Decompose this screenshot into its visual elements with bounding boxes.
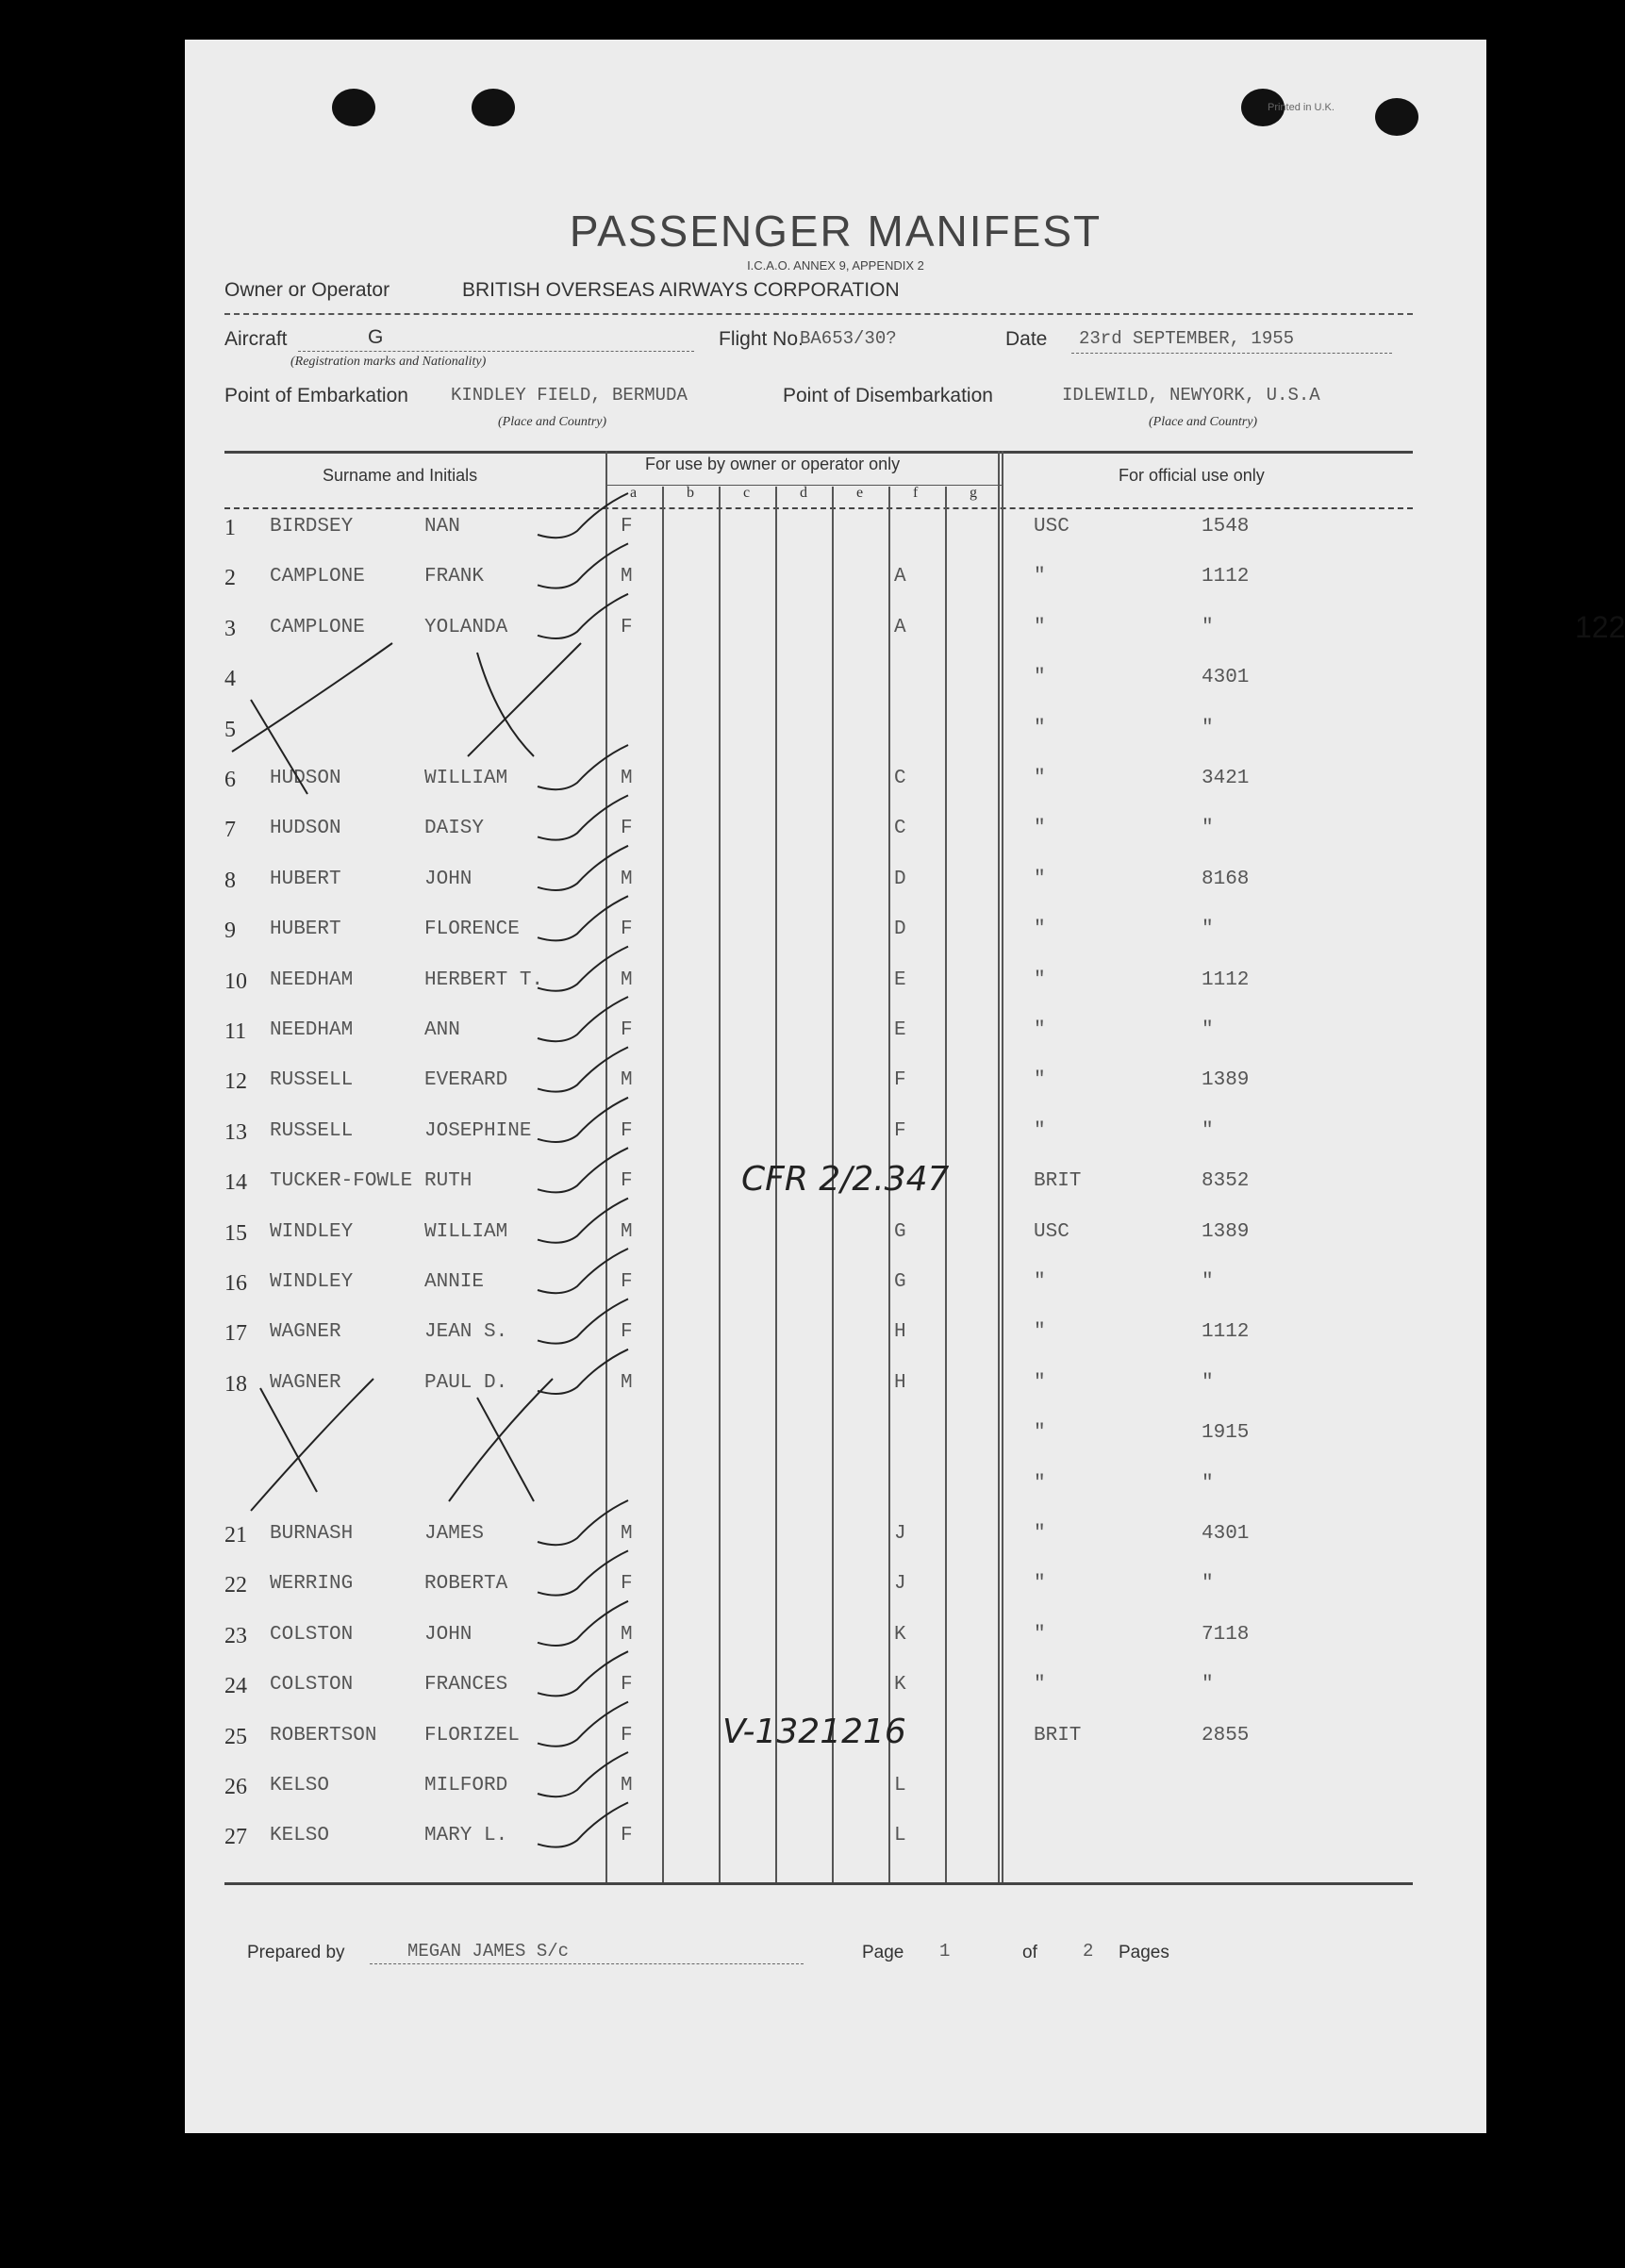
group-cell: J xyxy=(894,1573,906,1596)
given-name-cell: JOSEPHINE xyxy=(424,1119,532,1142)
group-cell: D xyxy=(894,868,906,890)
code-cell: 1915 xyxy=(1202,1422,1250,1445)
row-number: 22 xyxy=(224,1573,247,1598)
table-row xyxy=(185,969,1486,1018)
group-cell: A xyxy=(894,616,906,638)
nationality-cell: " xyxy=(1034,1321,1046,1344)
col-official-header: For official use only xyxy=(1119,466,1265,485)
table-row xyxy=(185,566,1486,615)
row-number: 25 xyxy=(224,1724,247,1749)
surname-cell: WAGNER xyxy=(270,1371,341,1394)
code-cell: 2855 xyxy=(1202,1724,1250,1747)
table-row xyxy=(185,818,1486,867)
disembark-value: IDLEWILD, NEWYORK, U.S.A xyxy=(1062,385,1320,406)
sex-cell: F xyxy=(621,1170,633,1193)
table-row xyxy=(185,1321,1486,1370)
surname-cell: CAMPLONE xyxy=(270,566,365,588)
table-row xyxy=(185,1825,1486,1874)
surname-cell: KELSO xyxy=(270,1775,330,1796)
sex-cell: M xyxy=(621,968,633,991)
row-number: 11 xyxy=(224,1019,247,1044)
given-name-cell: JOHN xyxy=(424,1623,473,1646)
col-owner-header: For use by owner or operator only xyxy=(645,455,901,473)
code-cell: 4301 xyxy=(1202,667,1250,689)
nationality-cell: " xyxy=(1034,868,1046,890)
sex-cell: F xyxy=(621,516,633,538)
surname-cell: NEEDHAM xyxy=(270,1019,354,1041)
code-cell: " xyxy=(1202,717,1214,739)
group-cell: E xyxy=(894,1019,906,1041)
surname-cell: BURNASH xyxy=(270,1523,354,1545)
row-number: 8 xyxy=(224,868,236,893)
group-cell: J xyxy=(894,1523,906,1545)
date-value: 23rd SEPTEMBER, 1955 xyxy=(1079,328,1295,349)
page-stamp-number: 122 xyxy=(1575,610,1625,644)
surname-cell: KELSO xyxy=(270,1825,330,1847)
pages-label: Pages xyxy=(1119,1943,1169,1962)
sex-cell: M xyxy=(621,1220,633,1243)
surname-cell: WAGNER xyxy=(270,1321,341,1344)
row-number: 23 xyxy=(224,1623,247,1648)
group-cell: L xyxy=(894,1775,906,1796)
owner-value: BRITISH OVERSEAS AIRWAYS CORPORATION xyxy=(462,279,900,301)
nationality-cell: " xyxy=(1034,1472,1046,1495)
nationality-cell: " xyxy=(1034,667,1046,689)
embark-note: (Place and Country) xyxy=(498,415,607,429)
row-number: 17 xyxy=(224,1321,247,1347)
code-cell: " xyxy=(1202,1573,1214,1596)
col-f-header: f xyxy=(913,485,919,501)
table-top-rule xyxy=(224,451,1413,454)
code-cell: " xyxy=(1202,1674,1214,1697)
group-cell: E xyxy=(894,968,906,991)
surname-cell: TUCKER-FOWLE xyxy=(270,1170,413,1193)
nationality-cell: " xyxy=(1034,1623,1046,1646)
row-number: 4 xyxy=(224,667,236,692)
table-row xyxy=(185,869,1486,918)
prepared-label: Prepared by xyxy=(247,1943,345,1962)
table-bottom-rule xyxy=(224,1882,1413,1885)
sex-cell: M xyxy=(621,1069,633,1092)
code-cell: 8352 xyxy=(1202,1170,1250,1193)
col-c-header: c xyxy=(743,485,751,501)
surname-cell: ROBERTSON xyxy=(270,1724,377,1747)
punch-hole-icon xyxy=(472,89,515,126)
aircraft-value: G xyxy=(368,326,384,348)
nationality-cell: " xyxy=(1034,1119,1046,1142)
row-number: 26 xyxy=(224,1775,247,1799)
disembark-note: (Place and Country) xyxy=(1149,415,1258,429)
divider xyxy=(224,313,1413,315)
sex-cell: M xyxy=(621,566,633,588)
nationality-cell: USC xyxy=(1034,516,1070,538)
nationality-cell: BRIT xyxy=(1034,1170,1082,1193)
code-cell: 1389 xyxy=(1202,1220,1250,1243)
prepared-line xyxy=(370,1963,804,1964)
row-number: 21 xyxy=(224,1523,247,1548)
col-surname-header: Surname and Initials xyxy=(323,466,478,485)
nationality-cell: " xyxy=(1034,1019,1046,1041)
aircraft-line xyxy=(298,351,694,352)
given-name-cell: NAN xyxy=(424,516,460,538)
nationality-cell: " xyxy=(1034,1523,1046,1545)
table-row xyxy=(185,1775,1486,1824)
surname-cell: RUSSELL xyxy=(270,1119,354,1142)
pages-value: 2 xyxy=(1083,1941,1094,1962)
handwritten-note-25: V-1321216 xyxy=(722,1713,906,1751)
table-row xyxy=(185,1019,1486,1068)
sex-cell: F xyxy=(621,1674,633,1697)
given-name-cell: DAISY xyxy=(424,818,485,840)
table-row xyxy=(185,667,1486,716)
given-name-cell: FLORIZEL xyxy=(424,1724,520,1747)
manifest-sheet xyxy=(185,40,1625,2133)
row-number: 9 xyxy=(224,919,236,944)
disembark-label: Point of Disembarkation xyxy=(783,385,993,406)
sex-cell: F xyxy=(621,1724,633,1747)
code-cell: " xyxy=(1202,818,1214,840)
row-number: 24 xyxy=(224,1674,247,1699)
aircraft-note: (Registration marks and Nationality) xyxy=(290,355,487,369)
table-row xyxy=(185,617,1486,666)
code-cell: " xyxy=(1202,1371,1214,1394)
surname-cell: HUBERT xyxy=(270,868,341,890)
given-name-cell: FRANCES xyxy=(424,1674,508,1697)
nationality-cell: " xyxy=(1034,768,1046,789)
row-number: 7 xyxy=(224,818,236,843)
table-row xyxy=(185,1069,1486,1118)
given-name-cell: JAMES xyxy=(424,1523,485,1545)
given-name-cell: MILFORD xyxy=(424,1775,508,1796)
row-number: 13 xyxy=(224,1119,247,1145)
given-name-cell: ANN xyxy=(424,1019,460,1041)
date-label: Date xyxy=(1005,328,1048,350)
owner-label: Owner or Operator xyxy=(224,279,390,301)
code-cell: 1112 xyxy=(1202,968,1250,991)
given-name-cell: RUTH xyxy=(424,1170,473,1193)
row-number: 10 xyxy=(224,968,247,994)
code-cell: " xyxy=(1202,919,1214,941)
embark-label: Point of Embarkation xyxy=(224,385,408,406)
nationality-cell: " xyxy=(1034,968,1046,991)
col-e-header: e xyxy=(856,485,864,501)
col-a-header: a xyxy=(630,485,638,501)
nationality-cell: " xyxy=(1034,1674,1046,1697)
nationality-cell: " xyxy=(1034,1573,1046,1596)
punch-hole-icon xyxy=(1375,98,1418,136)
sex-cell: M xyxy=(621,768,633,789)
date-line xyxy=(1071,353,1392,354)
nationality-cell: " xyxy=(1034,616,1046,638)
sex-cell: F xyxy=(621,1321,633,1344)
table-row xyxy=(185,1221,1486,1270)
surname-cell: HUBERT xyxy=(270,919,341,941)
code-cell: " xyxy=(1202,1019,1214,1041)
nationality-cell: " xyxy=(1034,566,1046,588)
nationality-cell: " xyxy=(1034,818,1046,840)
punch-hole-icon xyxy=(332,89,375,126)
surname-cell: BIRDSEY xyxy=(270,516,354,538)
group-cell: F xyxy=(894,1069,906,1092)
table-row xyxy=(185,1271,1486,1320)
table-row xyxy=(185,768,1486,817)
group-cell: F xyxy=(894,1119,906,1142)
sex-cell: F xyxy=(621,616,633,638)
row-number: 16 xyxy=(224,1271,247,1296)
flight-value: BA653/30? xyxy=(800,328,897,349)
group-cell: G xyxy=(894,1220,906,1243)
nationality-cell: USC xyxy=(1034,1220,1070,1243)
surname-cell: WERRING xyxy=(270,1573,354,1596)
col-b-header: b xyxy=(687,485,694,501)
table-row xyxy=(185,919,1486,968)
sex-cell: F xyxy=(621,1271,633,1293)
code-cell: " xyxy=(1202,616,1214,638)
code-cell: 7118 xyxy=(1202,1623,1250,1646)
group-cell: G xyxy=(894,1271,906,1293)
table-row xyxy=(185,1422,1486,1471)
aircraft-label: Aircraft xyxy=(224,328,288,350)
given-name-cell: FLORENCE xyxy=(424,919,520,941)
row-number: 5 xyxy=(224,717,236,742)
given-name-cell: MARY L. xyxy=(424,1825,508,1847)
given-name-cell: EVERARD xyxy=(424,1069,508,1092)
surname-cell: WINDLEY xyxy=(270,1220,354,1243)
code-cell: " xyxy=(1202,1119,1214,1142)
page-subtitle: I.C.A.O. ANNEX 9, APPENDIX 2 xyxy=(747,258,924,273)
given-name-cell: WILLIAM xyxy=(424,1220,508,1243)
page-label: Page xyxy=(862,1943,904,1962)
code-cell: 1112 xyxy=(1202,1321,1250,1344)
given-name-cell: HERBERT T. xyxy=(424,968,544,991)
nationality-cell: " xyxy=(1034,919,1046,941)
group-cell: H xyxy=(894,1321,906,1344)
prepared-value: MEGAN JAMES S/c xyxy=(407,1941,570,1962)
sex-cell: F xyxy=(621,818,633,840)
nationality-cell: " xyxy=(1034,1069,1046,1092)
nationality-cell: " xyxy=(1034,1271,1046,1293)
surname-cell: WINDLEY xyxy=(270,1271,354,1293)
surname-cell: NEEDHAM xyxy=(270,968,354,991)
surname-cell: HUDSON xyxy=(270,768,341,789)
surname-cell: COLSTON xyxy=(270,1623,354,1646)
code-cell: 8168 xyxy=(1202,868,1250,890)
nationality-cell: " xyxy=(1034,717,1046,739)
sex-cell: F xyxy=(621,1573,633,1596)
group-cell: C xyxy=(894,768,906,789)
page-title: PASSENGER MANIFEST xyxy=(569,207,1103,256)
group-cell: L xyxy=(894,1825,906,1847)
row-number: 1 xyxy=(224,516,236,540)
code-cell: 3421 xyxy=(1202,768,1250,789)
group-cell: A xyxy=(894,566,906,588)
surname-cell: COLSTON xyxy=(270,1674,354,1697)
table-row xyxy=(185,1624,1486,1673)
given-name-cell: JOHN xyxy=(424,868,473,890)
nationality-cell: " xyxy=(1034,1371,1046,1394)
table-row xyxy=(185,1372,1486,1421)
given-name-cell: FRANK xyxy=(424,566,485,588)
group-cell: H xyxy=(894,1371,906,1394)
row-number: 18 xyxy=(224,1371,247,1397)
sex-cell: F xyxy=(621,1825,633,1847)
sex-cell: M xyxy=(621,1371,633,1394)
table-row xyxy=(185,1473,1486,1522)
col-d-header: d xyxy=(800,485,807,501)
handwritten-note-14: CFR 2/2.347 xyxy=(741,1160,950,1199)
row-number: 3 xyxy=(224,616,236,641)
table-row xyxy=(185,516,1486,565)
code-cell: 1112 xyxy=(1202,566,1250,588)
of-label: of xyxy=(1022,1943,1037,1962)
given-name-cell: WILLIAM xyxy=(424,768,508,789)
group-cell: D xyxy=(894,919,906,941)
row-number: 12 xyxy=(224,1069,247,1095)
group-cell: C xyxy=(894,818,906,840)
table-row xyxy=(185,1523,1486,1572)
code-cell: 1548 xyxy=(1202,516,1250,538)
given-name-cell: ROBERTA xyxy=(424,1573,508,1596)
nationality-cell: BRIT xyxy=(1034,1724,1082,1747)
sex-cell: M xyxy=(621,1523,633,1545)
sex-cell: F xyxy=(621,919,633,941)
sex-cell: M xyxy=(621,1775,633,1796)
printed-mark: Printed in U.K. xyxy=(1268,102,1335,113)
code-cell: " xyxy=(1202,1472,1214,1495)
row-number: 6 xyxy=(224,768,236,792)
given-name-cell: ANNIE xyxy=(424,1271,485,1293)
nationality-cell: " xyxy=(1034,1422,1046,1445)
row-number: 14 xyxy=(224,1170,247,1196)
sex-cell: F xyxy=(621,1119,633,1142)
embark-value: KINDLEY FIELD, BERMUDA xyxy=(451,385,688,406)
row-number: 15 xyxy=(224,1220,247,1246)
surname-cell: RUSSELL xyxy=(270,1069,354,1092)
table-row xyxy=(185,1573,1486,1622)
sex-cell: M xyxy=(621,868,633,890)
flight-label: Flight No. xyxy=(719,328,804,350)
sex-cell: F xyxy=(621,1019,633,1041)
group-cell: K xyxy=(894,1623,906,1646)
sex-cell: M xyxy=(621,1623,633,1646)
table-header-rule xyxy=(224,507,1413,509)
code-cell: 1389 xyxy=(1202,1069,1250,1092)
given-name-cell: PAUL D. xyxy=(424,1371,508,1394)
surname-cell: CAMPLONE xyxy=(270,616,365,638)
given-name-cell: JEAN S. xyxy=(424,1321,508,1344)
given-name-cell: YOLANDA xyxy=(424,616,508,638)
row-number: 27 xyxy=(224,1825,247,1850)
page-value: 1 xyxy=(939,1941,951,1962)
row-number: 2 xyxy=(224,566,236,591)
code-cell: 4301 xyxy=(1202,1523,1250,1545)
surname-cell: HUDSON xyxy=(270,818,341,840)
table-row xyxy=(185,718,1486,767)
group-cell: K xyxy=(894,1674,906,1697)
code-cell: " xyxy=(1202,1271,1214,1293)
col-g-header: g xyxy=(970,485,977,501)
